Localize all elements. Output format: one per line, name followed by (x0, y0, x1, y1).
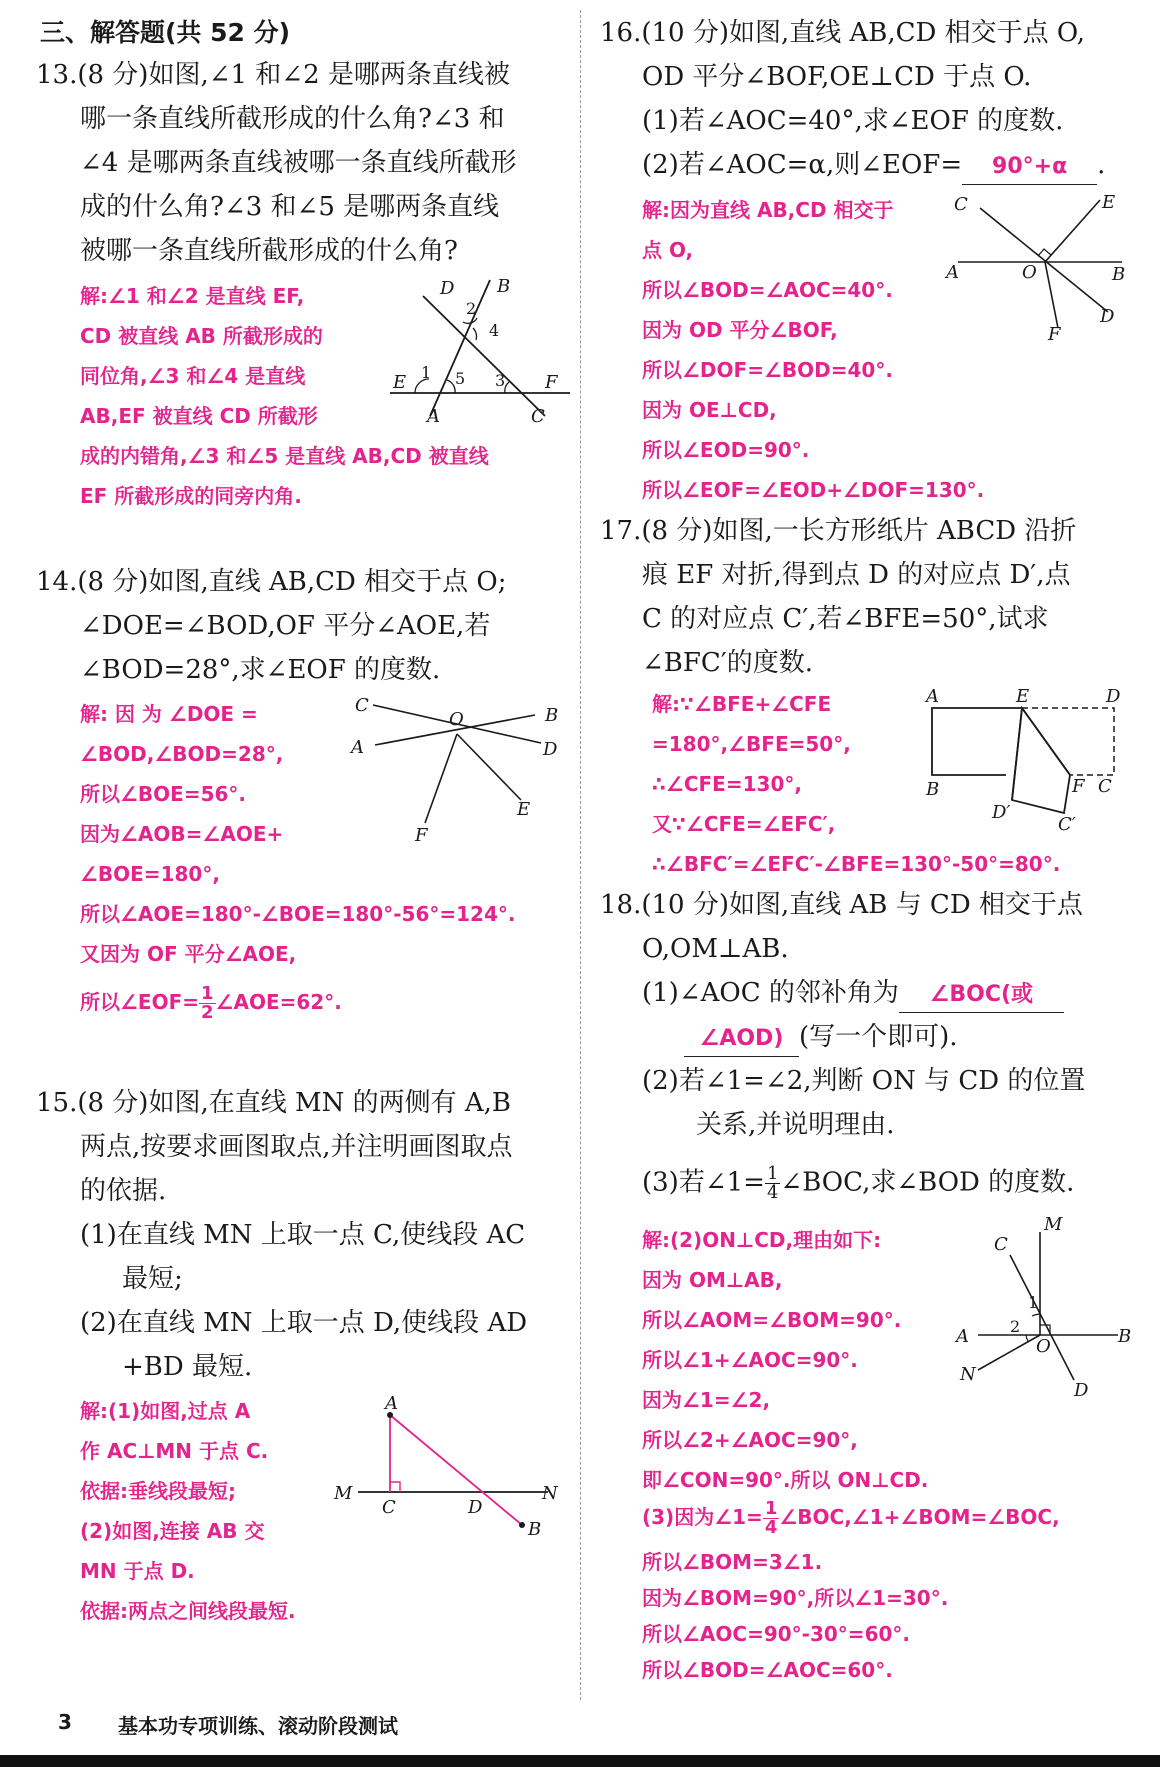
q17-label-c-prime: C′ (1058, 814, 1076, 835)
q13-label-d: D (440, 278, 455, 299)
q14-figure (345, 695, 565, 845)
q16-label-d: D (1100, 306, 1115, 327)
q17-label-c: C (1098, 776, 1112, 797)
q16-answer-line: 所以∠BOD=∠AOC=40°. (642, 278, 893, 302)
q17-line: 17.(8 分)如图,一长方形纸片 ABCD 沿折 (600, 516, 1077, 546)
q18-answer-line: 所以∠2+∠AOC=90°, (642, 1428, 858, 1452)
q15-line: 的依据. (80, 1176, 167, 1206)
q14-final-post: ∠AOE=62°. (215, 990, 342, 1014)
q17-answer-line: ∴∠BFC′=∠EFC′-∠BFE=130°-50°=80°. (652, 852, 1061, 876)
q15-answer-line: 依据:两点之间线段最短. (80, 1599, 296, 1623)
q18-part2-line: 关系,并说明理由. (696, 1110, 895, 1140)
q15-label-a: A (385, 1393, 398, 1414)
q14-answer-line: 因为∠AOB=∠AOE+ (80, 822, 284, 846)
q13-label-2: 2 (466, 299, 477, 318)
q16-part2-post: . (1097, 150, 1106, 180)
q17-label-a: A (926, 686, 939, 707)
q14-frac-num: 1 (201, 983, 214, 1004)
q16-part2 (642, 148, 1105, 185)
q17-label-d-prime: D′ (992, 802, 1011, 823)
q17-figure (920, 686, 1130, 840)
q15-label-m: M (334, 1483, 353, 1504)
q18-answer-blank-1: ∠BOC(或 (899, 978, 1064, 1013)
bottom-bar (0, 1755, 1160, 1767)
footer-title: 基本功专项训练、滚动阶段测试 (118, 1714, 398, 1738)
q17-line: C 的对应点 C′,若∠BFE=50°,试求 (642, 604, 1049, 634)
section-title: 三、解答题(共 52 分) (40, 18, 291, 47)
q17-answer-line: ∴∠CFE=130°, (652, 772, 802, 796)
q13-label-a: A (427, 406, 440, 427)
q16-label-c: C (954, 194, 968, 215)
q13-line: 成的什么角?∠3 和∠5 是哪两条直线 (80, 192, 500, 222)
q18-label-1: 1 (1028, 1293, 1039, 1312)
q15-label-c: C (382, 1497, 396, 1518)
q13-label-c: C (531, 406, 545, 427)
q14-fraction (199, 985, 216, 1022)
q18-label-d: D (1074, 1380, 1089, 1401)
q18-answer-line: 所以∠BOM=3∠1. (642, 1550, 823, 1574)
q16-line: 16.(10 分)如图,直线 AB,CD 相交于点 O, (600, 18, 1085, 48)
q14-final-pre: 所以∠EOF= (80, 990, 200, 1014)
q14-answer-line: 解: 因 为 ∠DOE = (80, 702, 258, 726)
q13-answer-line: EF 所截形成的同旁内角. (80, 484, 302, 508)
q15-answer-line: 作 AC⊥MN 于点 C. (80, 1439, 269, 1463)
q18-ans3-fraction (763, 1500, 780, 1537)
q18-ans3-den: 4 (764, 1517, 778, 1538)
q18-part3-post: ∠BOC,求∠BOD 的度数. (780, 1167, 1075, 1198)
q18-part3 (642, 1165, 1074, 1202)
q16-label-e: E (1102, 192, 1116, 213)
q15-answer-line: 解:(1)如图,过点 A (80, 1399, 251, 1423)
q13-line: 13.(8 分)如图,∠1 和∠2 是哪两条直线被 (36, 60, 510, 90)
q13-figure (385, 278, 585, 428)
q15-line: +BD 最短. (122, 1352, 253, 1382)
q18-answer-part3 (642, 1500, 1060, 1537)
q18-part1-post: (写一个即可). (799, 1022, 958, 1052)
q18-part1 (642, 976, 1064, 1013)
q18-part1-pre: (1)∠AOC 的邻补角为 (642, 978, 899, 1008)
q18-answer-line: 所以∠AOM=∠BOM=90°. (642, 1308, 902, 1332)
q17-line: 痕 EF 对折,得到点 D 的对应点 D′,点 (642, 560, 1071, 590)
q13-label-3: 3 (495, 371, 506, 390)
q18-ans3-pre: (3)因为∠1= (642, 1505, 763, 1529)
q13-label-5: 5 (455, 369, 466, 388)
q18-label-o: O (1036, 1336, 1051, 1357)
q15-line: (2)在直线 MN 上取一点 D,使线段 AD (80, 1308, 528, 1338)
q18-ans3-post: ∠BOC,∠1+∠BOM=∠BOC, (779, 1505, 1060, 1529)
q18-answer-line: 所以∠BOD=∠AOC=60°. (642, 1658, 893, 1682)
q14-line: ∠DOE=∠BOD,OF 平分∠AOE,若 (80, 611, 491, 641)
q14-label-b: B (545, 705, 559, 726)
q18-answer-blank-2: ∠AOD) (684, 1022, 799, 1057)
q18-answer-line: 因为 OM⊥AB, (642, 1268, 783, 1292)
q18-answer-line: 解:(2)ON⊥CD,理由如下: (642, 1228, 882, 1252)
q16-figure (946, 190, 1130, 345)
q13-answer-line: 解:∠1 和∠2 是直线 EF, (80, 284, 305, 308)
q13-line: 被哪一条直线所截形成的什么角? (80, 236, 458, 266)
page-number: 3 (58, 1710, 72, 1734)
q18-part3-pre: (3)若∠1= (642, 1167, 765, 1198)
q17-label-f: F (1072, 776, 1085, 797)
q18-figure (950, 1214, 1132, 1401)
q18-part3-fraction (765, 1165, 780, 1202)
q16-answer-blank: 90°+α (962, 150, 1097, 185)
q18-part1-cont (684, 1020, 958, 1057)
q18-label-m: M (1044, 1214, 1063, 1235)
q14-answer-line: 又因为 OF 平分∠AOE, (80, 942, 297, 966)
q15-label-n: N (542, 1483, 558, 1504)
q13-answer-line: AB,EF 被直线 CD 所截形 (80, 404, 318, 428)
q16-label-b: B (1112, 264, 1126, 285)
q18-part2-line: (2)若∠1=∠2,判断 ON 与 CD 的位置 (642, 1066, 1086, 1096)
q14-answer-line: ∠BOD,∠BOD=28°, (80, 742, 284, 766)
q17-line: ∠BFC′的度数. (642, 648, 813, 678)
q16-part2-pre: (2)若∠AOC=α,则∠EOF= (642, 150, 963, 180)
q18-part3-num: 1 (766, 1163, 779, 1184)
q15-answer-line: (2)如图,连接 AB 交 (80, 1519, 265, 1543)
q15-line: 15.(8 分)如图,在直线 MN 的两侧有 A,B (36, 1088, 512, 1118)
q15-label-d: D (468, 1497, 483, 1518)
q18-label-2: 2 (1010, 1317, 1021, 1336)
q16-line: (1)若∠AOC=40°,求∠EOF 的度数. (642, 106, 1064, 136)
q13-answer-line: 同位角,∠3 和∠4 是直线 (80, 364, 306, 388)
q14-answer-line: 所以∠AOE=180°-∠BOE=180°-56°=124°. (80, 902, 516, 926)
q14-label-d: D (543, 739, 558, 760)
q16-label-o: O (1022, 262, 1037, 283)
q18-label-n: N (960, 1364, 976, 1385)
q15-answer-line: MN 于点 D. (80, 1559, 195, 1583)
q14-label-f: F (415, 825, 428, 846)
q14-label-e: E (517, 799, 531, 820)
q16-answer-line: 所以∠EOD=90°. (642, 438, 810, 462)
q17-answer-line: 又∵∠CFE=∠EFC′, (652, 812, 836, 836)
q16-label-f: F (1048, 324, 1061, 345)
q16-answer-line: 点 O, (642, 238, 694, 262)
q14-line: 14.(8 分)如图,直线 AB,CD 相交于点 O; (36, 567, 507, 597)
q18-answer-line: 即∠CON=90°.所以 ON⊥CD. (642, 1468, 929, 1492)
q16-answer-line: 解:因为直线 AB,CD 相交于 (642, 198, 894, 222)
q15-line: 两点,按要求画图取点,并注明画图取点 (80, 1132, 513, 1162)
q17-label-b: B (926, 779, 940, 800)
q18-line: O,OM⊥AB. (642, 934, 789, 964)
q16-answer-line: 所以∠DOF=∠BOD=40°. (642, 358, 893, 382)
q14-line: ∠BOD=28°,求∠EOF 的度数. (80, 655, 441, 685)
q15-figure (330, 1395, 570, 1545)
q18-label-a: A (956, 1326, 969, 1347)
q15-answer-line: 依据:垂线段最短; (80, 1479, 236, 1503)
q13-label-4: 4 (489, 321, 500, 340)
q14-frac-den: 2 (201, 1002, 214, 1023)
q17-answer-line: 解:∵∠BFE+∠CFE (652, 692, 832, 716)
q18-answer-line: 因为∠BOM=90°,所以∠1=30°. (642, 1586, 949, 1610)
q18-label-b: B (1118, 1326, 1132, 1347)
q18-ans3-num: 1 (764, 1498, 778, 1519)
q16-line: OD 平分∠BOF,OE⊥CD 于点 O. (642, 62, 1032, 92)
q13-label-f: F (545, 372, 558, 393)
q18-label-c: C (994, 1234, 1008, 1255)
q15-line: 最短; (122, 1264, 183, 1294)
q17-label-e: E (1016, 686, 1030, 707)
q14-label-o: O (449, 709, 464, 730)
q16-answer-line: 因为 OD 平分∠BOF, (642, 318, 838, 342)
q14-label-a: A (351, 737, 364, 758)
q14-answer-line: 所以∠BOE=56°. (80, 782, 247, 806)
q13-label-e: E (393, 372, 407, 393)
q13-line: 哪一条直线所截形成的什么角?∠3 和 (80, 104, 505, 134)
q17-answer-line: =180°,∠BFE=50°, (652, 732, 851, 756)
q16-answer-line: 所以∠EOF=∠EOD+∠DOF=130°. (642, 478, 985, 502)
q18-answer-line: 所以∠AOC=90°-30°=60°. (642, 1622, 910, 1646)
q15-line: (1)在直线 MN 上取一点 C,使线段 AC (80, 1220, 526, 1250)
q16-label-a: A (946, 262, 959, 283)
q16-answer-line: 因为 OE⊥CD, (642, 398, 777, 422)
q17-label-d: D (1106, 686, 1121, 707)
column-divider (580, 10, 581, 1700)
q14-answer-final (80, 985, 342, 1022)
q15-label-b: B (528, 1519, 542, 1540)
q13-answer-line: CD 被直线 AB 所截形成的 (80, 324, 323, 348)
q18-line: 18.(10 分)如图,直线 AB 与 CD 相交于点 (600, 890, 1083, 920)
q18-answer-line: 因为∠1=∠2, (642, 1388, 771, 1412)
q13-label-1: 1 (421, 363, 432, 382)
q13-label-b: B (497, 276, 511, 297)
q18-answer-line: 所以∠1+∠AOC=90°. (642, 1348, 858, 1372)
q13-line: ∠4 是哪两条直线被哪一条直线所截形 (80, 148, 517, 178)
q14-label-c: C (355, 695, 369, 716)
q14-answer-line: ∠BOE=180°, (80, 862, 220, 886)
q13-answer-line: 成的内错角,∠3 和∠5 是直线 AB,CD 被直线 (80, 444, 489, 468)
q18-part3-den: 4 (766, 1182, 779, 1203)
